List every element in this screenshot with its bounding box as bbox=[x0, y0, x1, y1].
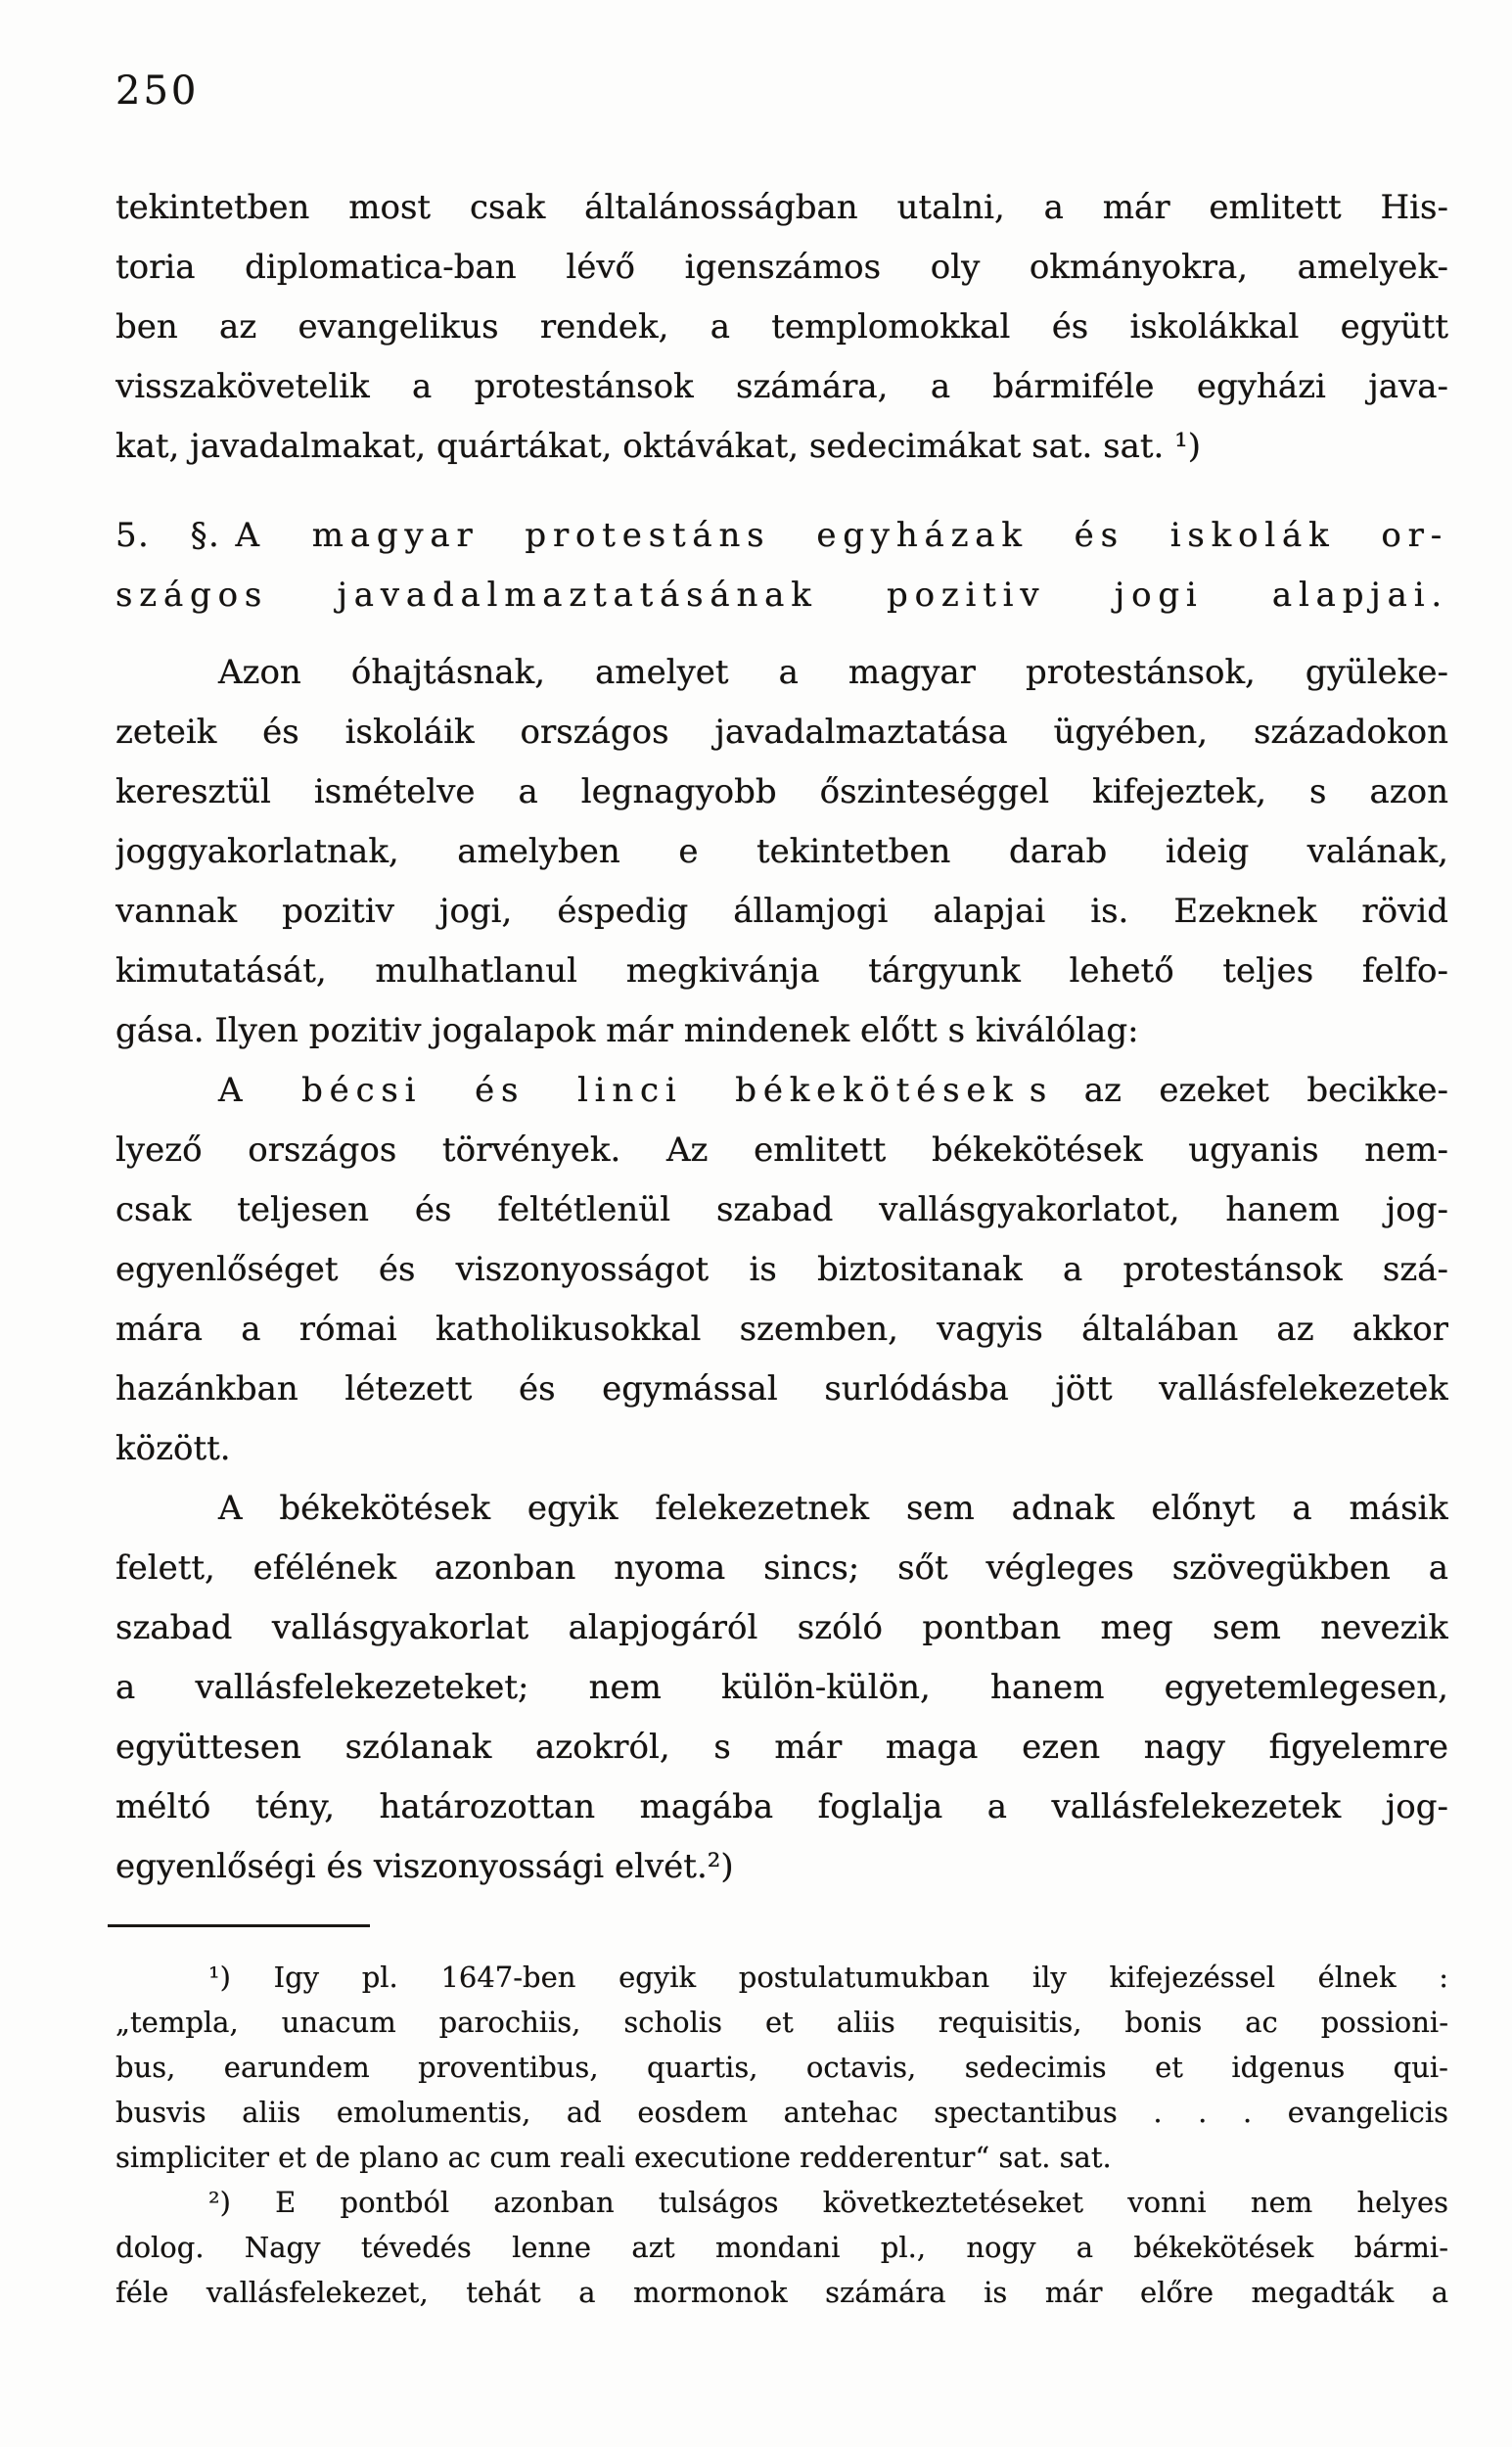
text-line: kat, javadalmakat, quártákat, oktávákat, sedecimákat sat. sat. ¹) bbox=[115, 427, 1202, 466]
footnote-line: simpliciter et de plano ac cum reali executione redderentur“ sat. sat. bbox=[115, 2141, 1112, 2174]
paragraph-1 bbox=[115, 178, 1448, 477]
footnote-line: féle vallásfelekezet, tehát a mormonok számára is már előre megadták a bbox=[115, 2276, 1448, 2309]
paragraph-4 bbox=[115, 1479, 1448, 1897]
text-line: visszakövetelik a protestánsok számára, a bármiféle egyházi java- bbox=[115, 367, 1448, 406]
page-content bbox=[115, 178, 1448, 2315]
section-heading-line-2: szágos javadalmaztatásának pozitiv jogi alapjai. bbox=[115, 576, 1448, 615]
text-line: között. bbox=[115, 1429, 231, 1468]
text-line: egyenlőséget és viszonyosságot is biztositanak a protestánsok szá- bbox=[115, 1250, 1448, 1289]
text-line: vannak pozitiv jogi, éspedig államjogi alapjai is. Ezeknek rövid bbox=[115, 892, 1448, 931]
text-line: csak teljesen és feltétlenül szabad vallásgyakorlatot, hanem jog- bbox=[115, 1190, 1448, 1229]
text-line: keresztül ismételve a legnagyobb őszinteséggel kifejeztek, s azon bbox=[115, 772, 1448, 811]
text-line: ben az evangelikus rendek, a templomokkal és iskolákkal együtt bbox=[115, 307, 1448, 346]
section-number: 5. §. bbox=[115, 516, 221, 555]
footnote-line: bus, earundem proventibus, quartis, octavis, sedecimis et idgenus qui- bbox=[115, 2051, 1448, 2084]
text-line: felett, efélének azonban nyoma sincs; sőt végleges szövegükben a bbox=[115, 1548, 1448, 1588]
text-line: méltó tény, határozottan magába foglalja a vallásfelekezetek jog- bbox=[115, 1787, 1448, 1826]
emphasized-spaced-text: A bécsi és linci békekötések bbox=[218, 1071, 1020, 1110]
footnote-1 bbox=[115, 1955, 1448, 2180]
footnote-line: dolog. Nagy tévedés lenne azt mondani pl., nogy a békekötések bármi- bbox=[115, 2231, 1448, 2264]
text-line: hazánkban létezett és egymással surlódásba jött vallásfelekezetek bbox=[115, 1369, 1448, 1408]
footnotes bbox=[115, 1955, 1448, 2315]
text-line: lyező országos törvények. Az emlitett békekötések ugyanis nem- bbox=[115, 1131, 1448, 1170]
text-line bbox=[115, 1061, 1448, 1121]
text-line: kimutatását, mulhatlanul megkivánja tárgyunk lehető teljes felfo- bbox=[115, 951, 1448, 991]
section-heading-text: A magyar protestáns egyházak és iskolák or- bbox=[235, 516, 1448, 555]
text-line: Azon óhajtásnak, amelyet a magyar protestánsok, gyüleke- bbox=[218, 653, 1448, 692]
paragraph-3 bbox=[115, 1061, 1448, 1479]
footnote-line: „templa, unacum parochiis, scholis et aliis requisitis, bonis ac possioni- bbox=[115, 2006, 1448, 2039]
section-heading bbox=[115, 506, 1448, 625]
section-heading-line-1 bbox=[115, 506, 1448, 566]
text-line: A békekötések egyik felekezetnek sem adnak előnyt a másik bbox=[218, 1489, 1448, 1528]
text-line: gása. Ilyen pozitiv jogalapok már mindenek előtt s kiválólag: bbox=[115, 1011, 1139, 1050]
text-line-rest: s az ezeket becikke- bbox=[1029, 1071, 1448, 1110]
footnote-line: ²) E pontból azonban tulságos következtetéseket vonni nem helyes bbox=[208, 2186, 1448, 2219]
text-line: zeteik és iskoláik országos javadalmaztatása ügyében, századokon bbox=[115, 713, 1448, 752]
page-number: 250 bbox=[115, 69, 200, 114]
footnote-line: ¹) Igy pl. 1647-ben egyik postulatumukban ily kifejezéssel élnek : bbox=[208, 1961, 1448, 1994]
text-line: joggyakorlatnak, amelyben e tekintetben darab ideig valának, bbox=[115, 832, 1448, 871]
paragraph-2 bbox=[115, 643, 1448, 1061]
text-line: szabad vallásgyakorlat alapjogáról szóló pontban meg sem nevezik bbox=[115, 1608, 1448, 1647]
footnote-line: busvis aliis emolumentis, ad eosdem antehac spectantibus . . . evangelicis bbox=[115, 2096, 1448, 2129]
text-line: tekintetben most csak általánosságban utalni, a már emlitett His- bbox=[115, 188, 1448, 227]
text-line: mára a római katholikusokkal szemben, vagyis általában az akkor bbox=[115, 1310, 1448, 1349]
text-line: egyenlőségi és viszonyossági elvét.²) bbox=[115, 1847, 734, 1886]
text-line: toria diplomatica-ban lévő igenszámos oly okmányokra, amelyek- bbox=[115, 248, 1448, 287]
footnote-2 bbox=[115, 2180, 1448, 2315]
footnote-separator-rule bbox=[108, 1924, 370, 1927]
text-line: együttesen szólanak azokról, s már maga ezen nagy figyelemre bbox=[115, 1728, 1448, 1767]
text-line: a vallásfelekezeteket; nem külön-külön, hanem egyetemlegesen, bbox=[115, 1668, 1448, 1707]
